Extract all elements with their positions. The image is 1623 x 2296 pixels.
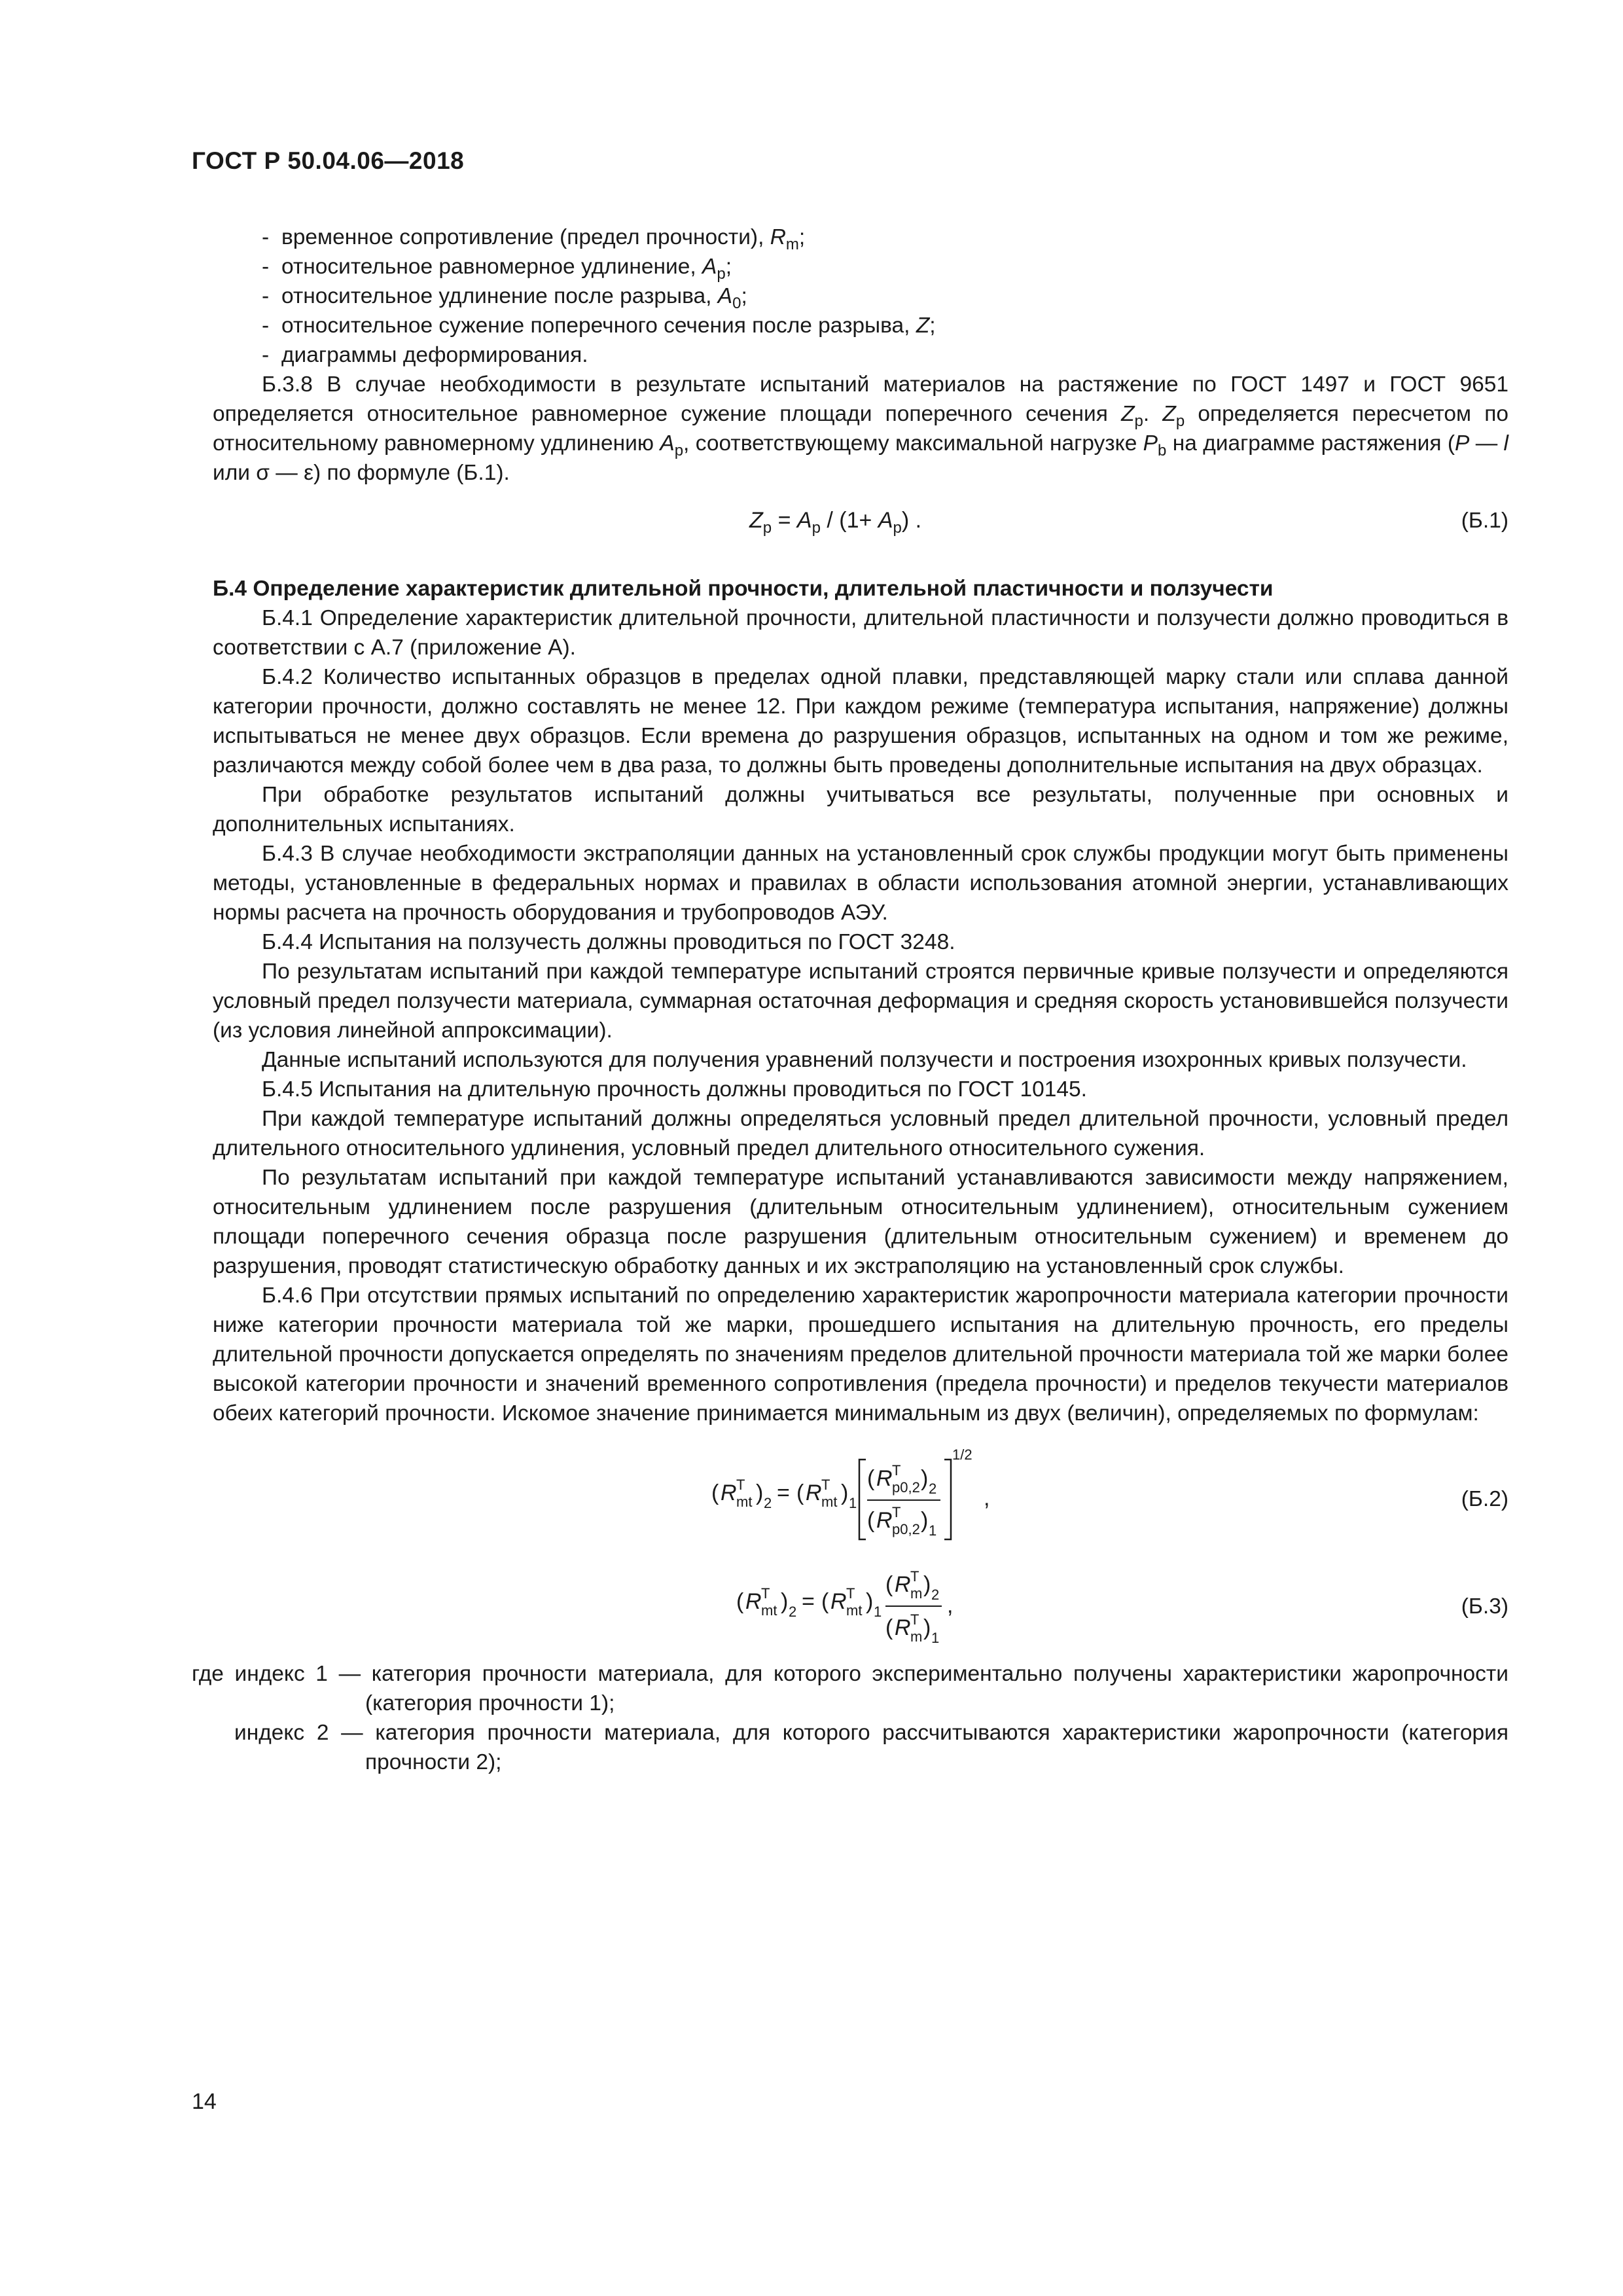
svg-text:mt: mt [761,1602,777,1619]
svg-text:2: 2 [764,1495,772,1511]
svg-text:mt: mt [736,1494,753,1510]
svg-text:R: R [806,1480,822,1505]
svg-text:=: = [777,1480,790,1505]
formula-b2-graphic [213,1446,1508,1545]
svg-text:R: R [895,1572,911,1597]
svg-text:(: ( [885,1615,893,1640]
svg-text:p0,2: p0,2 [892,1479,920,1496]
svg-text:1: 1 [931,1630,940,1646]
svg-text:=: = [802,1589,815,1614]
list-item: - временное сопротивление (предел прочности), $R_m$; [262,225,806,253]
paragraph: По результатам испытаний при каждой температуре испытаний строятся первичные кривые ползучести и определяются условный предел ползучести материала, суммарная остаточная деформация и средняя скорость установившейся ползучести (из условия линейной аппроксимации). [213,960,1508,1043]
svg-text:): ) [921,1466,929,1491]
svg-text:1/2: 1/2 [952,1446,972,1463]
formula-b1 [213,499,1508,558]
paragraph: Данные испытаний используются для получения уравнений ползучести и построения изохронных кривых ползучести. [262,1048,1467,1072]
svg-text:1: 1 [849,1495,857,1511]
svg-text:R: R [876,1508,893,1533]
svg-text:1: 1 [929,1522,937,1539]
svg-text:): ) [756,1480,764,1505]
page-number: 14 [192,2089,217,2114]
svg-text:(: ( [711,1480,719,1505]
svg-text:(: ( [821,1589,829,1614]
formula-b1-expression: $Z_p = A_p / (1+ A_p)$ . [749,508,922,537]
svg-text:(: ( [867,1508,875,1533]
svg-text:1: 1 [874,1604,882,1620]
section-heading: Б.4 Определение характеристик длительной прочности, длительной пластичности и ползучести [213,577,1274,601]
svg-text:T: T [761,1585,770,1602]
svg-text:mt: mt [846,1602,863,1619]
svg-text:): ) [866,1589,874,1614]
index-definition-1: где индекс 1 — категория прочности материала, для которого экспериментально получены характеристики жаропрочности (категория прочности 1); [192,1662,1508,1715]
list-item: - относительное удлинение после разрыва, $A_0$; [262,284,747,312]
svg-text:(: ( [736,1589,744,1614]
svg-text:p0,2: p0,2 [892,1521,920,1537]
svg-text:2: 2 [789,1604,797,1620]
formula-number: (Б.3) [1461,1594,1508,1619]
document-body [192,223,1508,1777]
paragraph: Б.4.3 В случае необходимости экстраполяции данных на установленный срок службы продукции могут быть применены методы, установленные в федеральных нормах и правилах в области использования атомной энергии, устанавливающих нормы расчета на прочность оборудования и трубопроводов АЭУ. [213,842,1508,925]
svg-text:(: ( [796,1480,804,1505]
paragraph: Б.4.6 При отсутствии прямых испытаний по определению характеристик жаропрочности материала категории прочности ниже категории прочности материала той же марки, прошедшего испытания на длительную прочность, его пределы длительной прочности допускается определять по значениям пределов длительной прочности материала той же марки более высокой категории прочности и значений временного сопротивления (предела прочности) и пределов текучести материалов обеих категорий прочности. Искомое значение принимается минимальным из двух (величин), определяемых по формулам: [213,1283,1508,1426]
svg-text:): ) [923,1615,931,1640]
svg-text:T: T [892,1504,901,1520]
formula-number: (Б.2) [1461,1487,1508,1511]
svg-text:T: T [736,1477,745,1493]
svg-text:): ) [841,1480,849,1505]
R-symbol: R [721,1480,737,1505]
svg-text:): ) [923,1572,931,1597]
formula-number: (Б.1) [1461,509,1508,533]
svg-text:m: m [910,1585,923,1602]
list-item: - диаграммы деформирования. [262,343,588,367]
svg-text:mt: mt [821,1494,838,1510]
list-item: - относительное сужение поперечного сечения после разрыва, Z; [262,314,936,338]
formula-b2 [213,1446,1508,1545]
formula-b3 [213,1558,1508,1653]
paragraph: При каждой температуре испытаний должны определяться условный предел длительной прочности, условный предел длительного относительного удлинения, условный предел длительного относительного сужения. [213,1107,1508,1160]
svg-text:(: ( [867,1466,875,1491]
svg-text:R: R [745,1589,762,1614]
svg-text:R: R [895,1615,911,1640]
svg-text:,: , [947,1593,954,1618]
svg-text:m: m [910,1628,923,1645]
svg-text:(: ( [885,1572,893,1597]
svg-text:R: R [830,1589,847,1614]
svg-text:T: T [821,1477,830,1493]
svg-text:): ) [921,1508,929,1533]
paragraph-b38: Б.3.8 В случае необходимости в результате испытаний материалов на растяжение по ГОСТ 1497 и ГОСТ 9651 определяется относительное равномерное сужение площади поперечного сечения $Z_p$. $Z_p$ определяется пересчетом по относительному равномерному удлинению $A_p$, соответствующему максимальной нагрузке $P_b$ на диаграмме растяжения (P — l или σ — ε) по формуле (Б.1). [213,372,1508,485]
document-header: ГОСТ Р 50.04.06—2018 [192,147,465,174]
paragraph: Б.4.4 Испытания на ползучесть должны проводиться по ГОСТ 3248. [262,930,955,954]
formula-b3-graphic [213,1558,1508,1653]
paragraph: По результатам испытаний при каждой температуре испытаний устанавливаются зависимости между напряжением, относительным удлинением после разрушения (длительным относительным удлинением), относительным сужением площади поперечного сечения образца после разрушения (длительным относительным сужением) и временем до разрушения, проводят статистическую обработку данных и их экстраполяцию на установленный срок службы. [213,1166,1508,1278]
svg-text:R: R [876,1466,893,1491]
svg-text:T: T [892,1462,901,1479]
paragraph: При обработке результатов испытаний должны учитываться все результаты, полученные при основных и дополнительных испытаниях. [213,783,1508,836]
svg-text:): ) [781,1589,789,1614]
paragraph: Б.4.5 Испытания на длительную прочность должны проводиться по ГОСТ 10145. [262,1077,1087,1102]
paragraph: Б.4.2 Количество испытанных образцов в пределах одной плавки, представляющей марку стали или сплава данной категории прочности, должно составлять не менее 12. При каждом режиме (температура испытания, напряжение) должны испытываться не менее двух образцов. Если времена до разрушения образцов, испытанных на одном и том же режиме, различаются между собой более чем в два раза, то должны быть проведены дополнительные испытания на двух образцах. [213,665,1508,778]
svg-text:T: T [846,1585,855,1602]
index-definition-2: индекс 2 — категория прочности материала, для которого рассчитываются характеристики жаропрочности (категория прочности 2); [234,1721,1508,1774]
svg-text:2: 2 [931,1587,940,1603]
svg-text:2: 2 [929,1480,937,1497]
svg-text:T: T [910,1568,919,1585]
list-item: - относительное равномерное удлинение, $A_p$; [262,255,732,283]
paragraph: Б.4.1 Определение характеристик длительной прочности, длительной пластичности и ползучести должно проводиться в соответствии с А.7 (приложение А). [213,606,1508,660]
svg-text:T: T [910,1611,919,1628]
svg-text:,: , [984,1486,990,1511]
